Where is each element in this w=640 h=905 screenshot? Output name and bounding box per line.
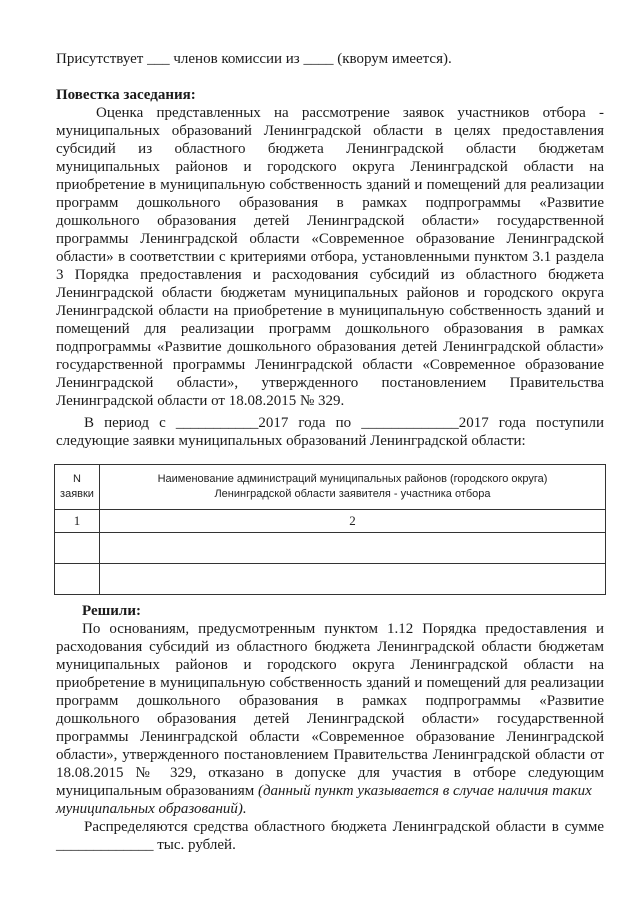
agenda-line: Ленинградской области», утвержденного постановлением Правительства — [56, 375, 604, 391]
table-cell — [55, 564, 100, 595]
resolved-line: дошкольного образования детей Ленинградской области» государственной — [56, 711, 604, 727]
resolved-line: По основаниям, предусмотренным пунктом 1.12 Порядка предоставления и — [82, 621, 604, 637]
agenda-line: Ленинградской области бюджетам муниципальных районов и городского округа — [56, 285, 604, 301]
resolved-line: 18.08.2015 № 329, отказано в допуске для участия в отборе следующим — [56, 765, 604, 781]
table-header-row — [55, 465, 606, 510]
header-number-label: заявки — [60, 488, 94, 500]
table-row — [55, 564, 606, 595]
header-number-label: N — [73, 473, 81, 485]
agenda-line: Оценка представленных на рассмотрение заявок участников отбора - — [96, 105, 604, 121]
agenda-line: 3 Порядка предоставления и расходования субсидий из областного бюджета — [56, 267, 604, 283]
table-cell — [100, 533, 606, 564]
resolved-line — [56, 782, 604, 800]
agenda-line: Ленинградской области от 18.08.2015 № 329. — [56, 393, 345, 409]
resolved-line: муниципальных районов и городского округа Ленинградской области на — [56, 657, 604, 673]
resolved-note: (данный пункт указывается в случае наличия таких — [257, 783, 592, 799]
header-name-label: Наименование администраций муниципальных районов (городского округа) — [157, 473, 548, 485]
table-cell — [100, 564, 606, 595]
table-cell — [55, 533, 100, 564]
attendance-line: Присутствует ___ членов комиссии из ____ (кворум имеется). — [56, 51, 452, 67]
table-cell: 2 — [100, 510, 606, 533]
resolved-line: программ дошкольного образования в рамках подпрограммы «Развитие — [56, 693, 604, 709]
agenda-title: Повестка заседания: — [56, 87, 196, 103]
applications-table — [54, 464, 606, 595]
table-row — [55, 533, 606, 564]
header-name-label: Ленинградской области заявителя - участника отбора — [214, 488, 491, 500]
resolved-note-line: муниципальных образований). — [56, 801, 247, 817]
agenda-line: Ленинградской области на приобретение в муниципальную собственность зданий и — [56, 303, 604, 319]
table-header-name — [100, 465, 606, 510]
resolved-line: расходования субсидий из областного бюджета Ленинградской области бюджетам — [56, 639, 604, 655]
agenda-line: государственной программы Ленинградской области «Современное образование — [56, 357, 604, 373]
table-cell: 1 — [55, 510, 100, 533]
resolved-line: приобретение в муниципальную собственность зданий и помещений для реализации — [56, 675, 604, 691]
period-line: следующие заявки муниципальных образований Ленинградской области: — [56, 433, 526, 449]
funds-line: Распределяются средства областного бюджета Ленинградской области в сумме — [84, 819, 604, 835]
agenda-line: дошкольного образования детей Ленинградской области» государственной — [56, 213, 604, 229]
agenda-line: помещений для реализации программ дошкольного образования в рамках — [56, 321, 604, 337]
resolved-line: области», утвержденного постановлением Правительства Ленинградской области от — [56, 747, 604, 763]
agenda-line: муниципальных образований Ленинградской области в целях предоставления — [56, 123, 604, 139]
agenda-line: программы Ленинградской области «Современное образование Ленинградской — [56, 231, 604, 247]
agenda-line: подпрограммы «Развитие дошкольного образования детей Ленинградской области» — [56, 339, 604, 355]
period-line: В период с ___________2017 года по _____________2017 года поступили — [84, 415, 604, 431]
agenda-line: приобретение в муниципальную собственность зданий и помещений для реализации — [56, 177, 604, 193]
resolved-line: программы Ленинградской области «Современное образование Ленинградской — [56, 729, 604, 745]
agenda-line: муниципальных районов и городского округа Ленинградской области на — [56, 159, 604, 175]
agenda-line: программ дошкольного образования в рамках подпрограммы «Развитие — [56, 195, 604, 211]
agenda-line: области» в соответствии с критериями отбора, установленными пунктом 3.1 раздела — [56, 249, 604, 265]
resolved-line-text: муниципальным образованиям — [56, 783, 258, 799]
table-row — [55, 510, 606, 533]
resolved-title: Решили: — [82, 603, 141, 619]
funds-line: _____________ тыс. рублей. — [56, 837, 236, 853]
table-header-number — [55, 465, 100, 510]
agenda-line: субсидий из областного бюджета Ленинградской области бюджетам — [56, 141, 604, 157]
